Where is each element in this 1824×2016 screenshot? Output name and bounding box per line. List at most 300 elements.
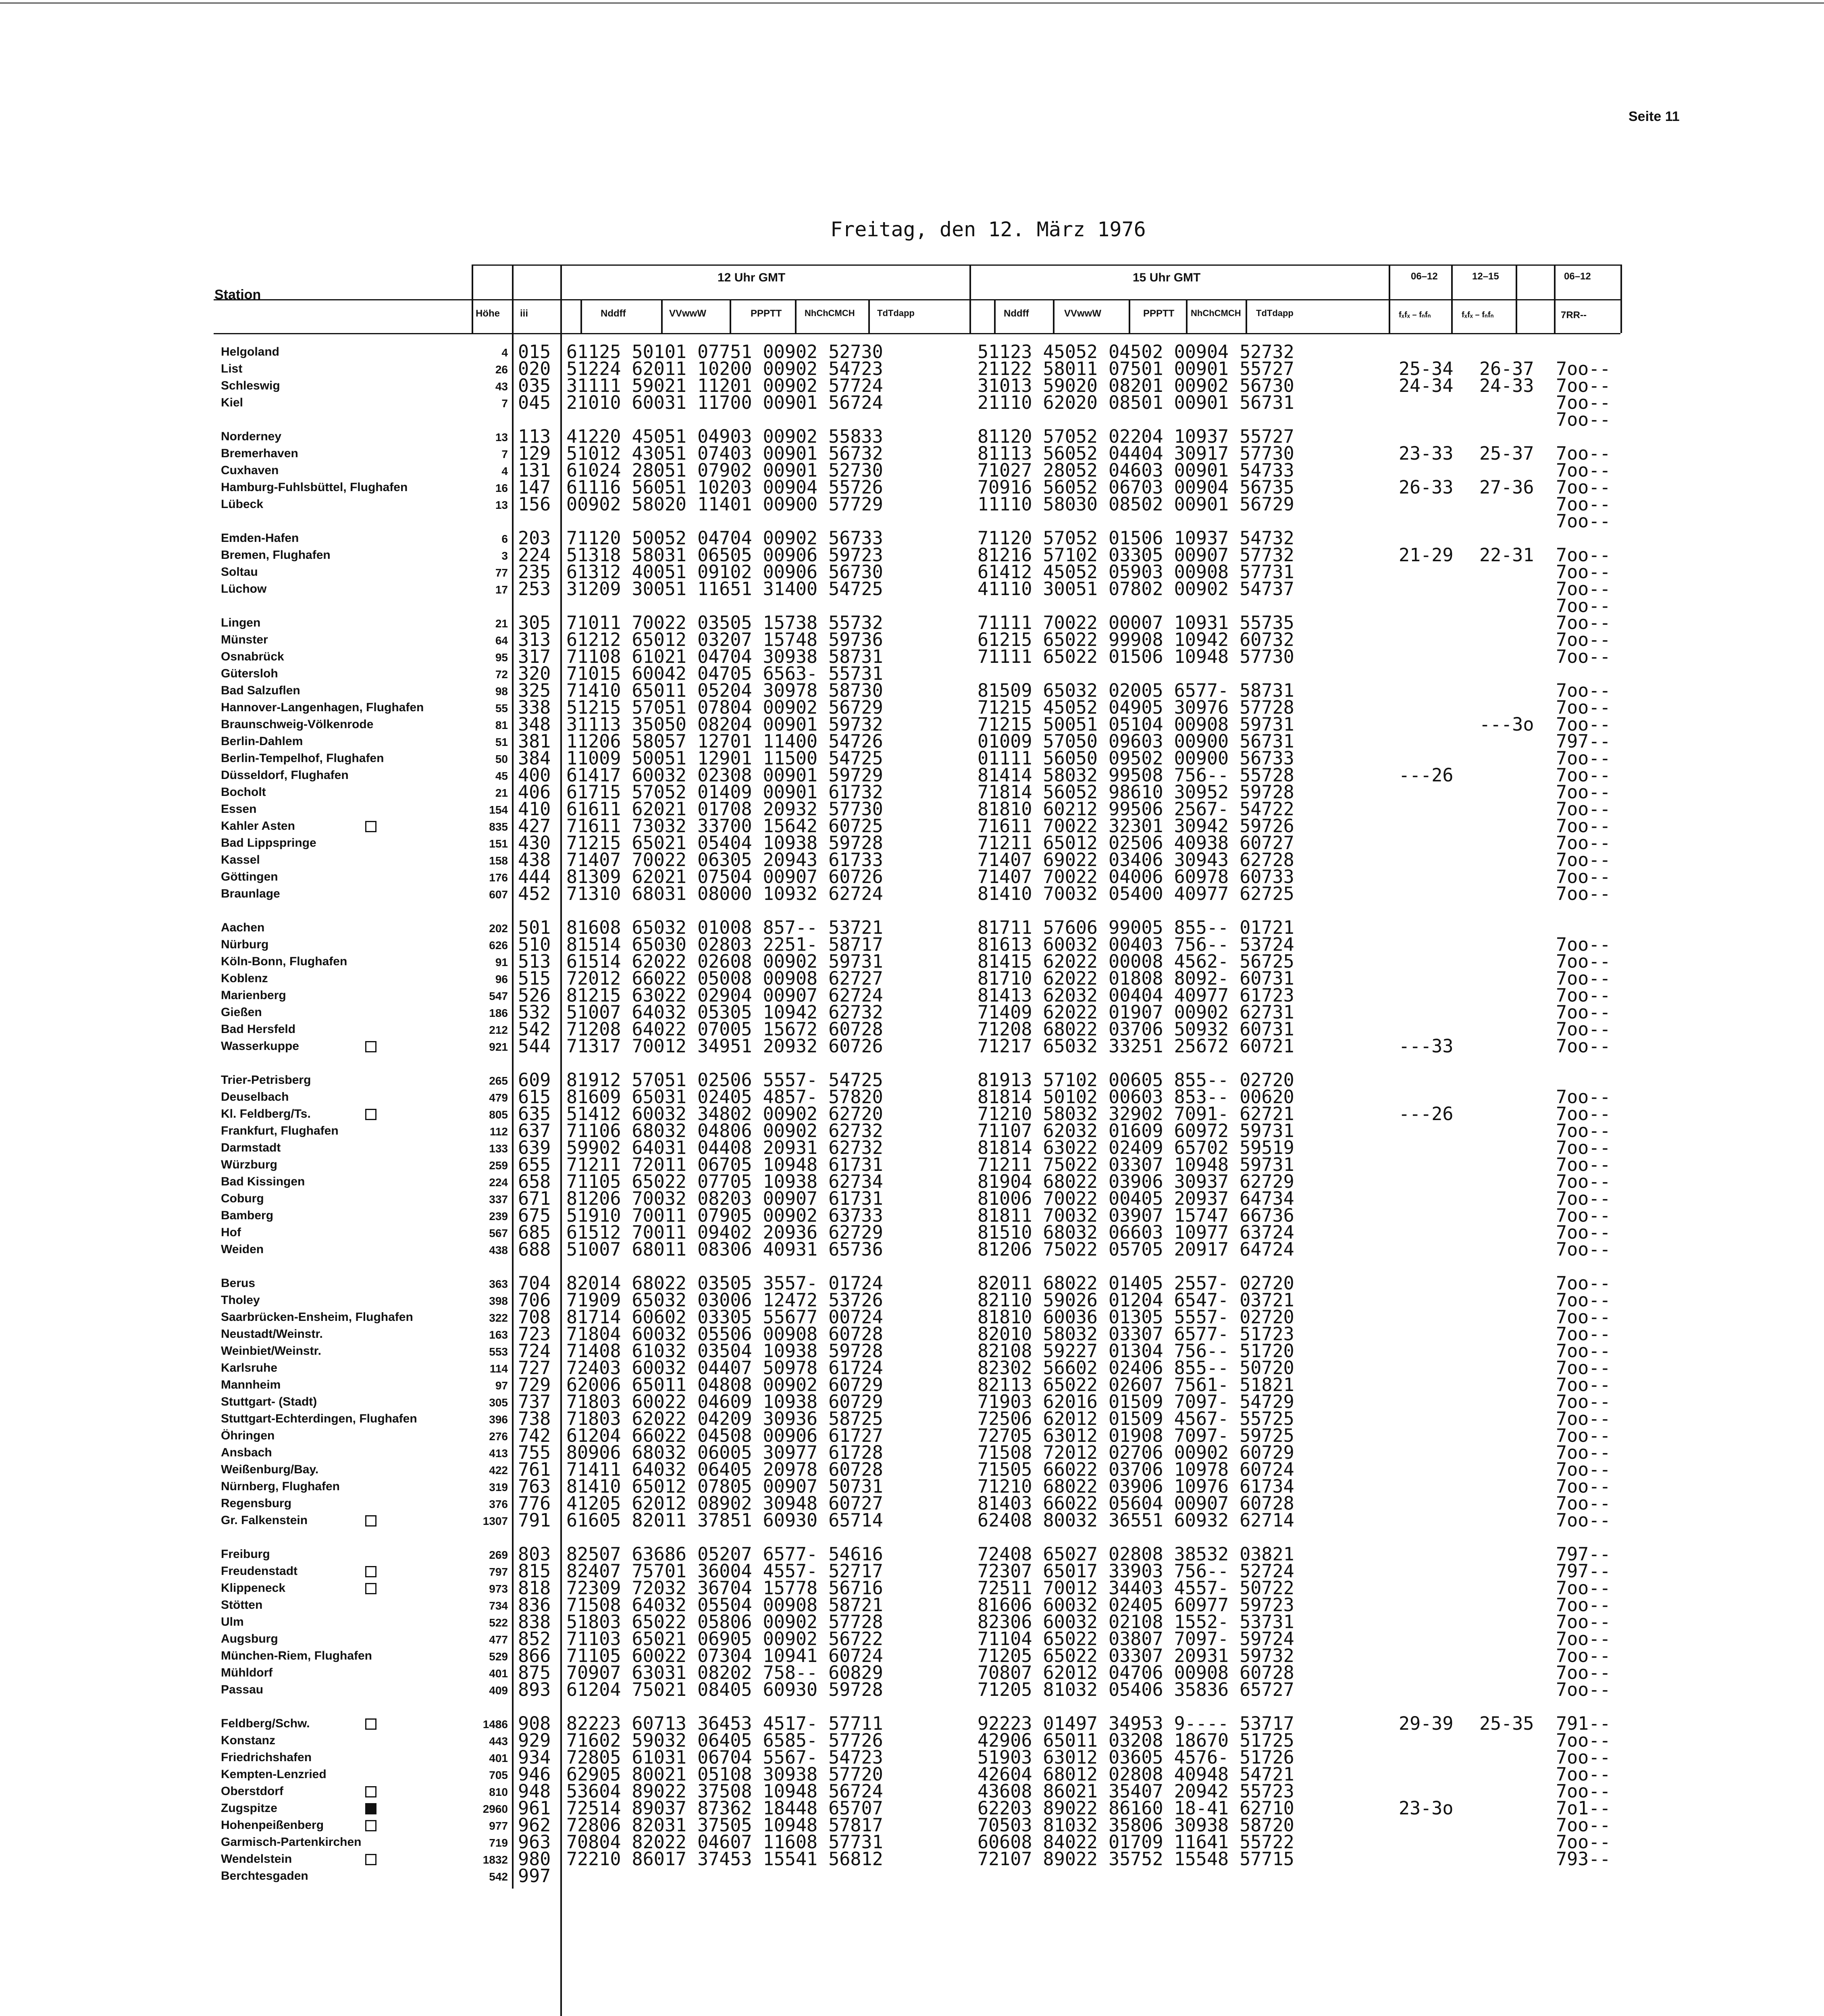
- obs-12-utc: 71208 64022 07005 15672 60728: [566, 1018, 883, 1040]
- table-row: [0, 1444, 1824, 1461]
- obs-12-utc: 71407 70022 06305 20943 61733: [566, 849, 883, 871]
- obs-15-utc: 71211 75022 03307 10948 59731: [978, 1154, 1294, 1175]
- obs-15-utc: 70916 56052 06703 00904 56735: [978, 477, 1294, 498]
- table-row: [0, 1495, 1824, 1512]
- table-row: [0, 1749, 1824, 1766]
- station-height: 401: [489, 1752, 508, 1764]
- obs-15-utc: 71111 65022 01506 10948 57730: [978, 646, 1294, 667]
- precip-06-12: 7oo--: [1556, 1205, 1611, 1226]
- station-id: 320: [518, 663, 551, 684]
- header-hoehe: Höhe: [476, 308, 500, 319]
- station-id: 615: [518, 1086, 551, 1108]
- precip-06-12: 7oo--: [1556, 1357, 1611, 1379]
- station-height: 734: [489, 1599, 508, 1612]
- station-name: Hof: [221, 1226, 241, 1239]
- table-row: [0, 1783, 1824, 1800]
- precip-06-12: 7oo--: [1556, 494, 1611, 515]
- station-id: 129: [518, 443, 551, 464]
- header-12-vvwww: VVwwW: [669, 308, 707, 319]
- empty-square-icon: [365, 1515, 376, 1527]
- station-height: 438: [489, 1244, 508, 1256]
- station-id: 410: [518, 798, 551, 820]
- header-12-nddff: Nddff: [601, 308, 626, 319]
- station-height: 396: [489, 1413, 508, 1426]
- table-rule: [472, 264, 473, 333]
- table-row: [0, 1340, 1824, 1362]
- station-height: 96: [495, 973, 508, 985]
- station-id: 338: [518, 697, 551, 718]
- station-id: 866: [518, 1645, 551, 1666]
- station-name: Köln-Bonn, Flughafen: [221, 955, 347, 968]
- station-id: 729: [518, 1374, 551, 1395]
- precip-06-12: 7oo--: [1556, 680, 1611, 701]
- table-row: [0, 360, 1824, 377]
- station-name: List: [221, 362, 243, 375]
- table-row: [0, 1831, 1824, 1853]
- empty-square-icon: [365, 1566, 376, 1577]
- precip-06-12: 7oo--: [1556, 1577, 1611, 1599]
- station-height: 259: [489, 1159, 508, 1172]
- obs-15-utc: 81410 70032 05400 40977 62725: [978, 883, 1294, 904]
- obs-12-utc: 81912 57051 02506 5557- 54725: [566, 1069, 883, 1091]
- station-name: Gießen: [221, 1006, 262, 1019]
- precip-06-12: 7oo--: [1556, 1323, 1611, 1345]
- obs-15-utc: 81814 63022 02409 65702 59519: [978, 1137, 1294, 1158]
- table-row: [0, 1272, 1824, 1294]
- station-name: Würzburg: [221, 1158, 277, 1171]
- table-row: [0, 682, 1824, 699]
- obs-15-utc: 71407 70022 04006 60978 60733: [978, 866, 1294, 887]
- header-12-ppptt: PPPTT: [751, 308, 782, 319]
- table-row: [0, 1814, 1824, 1836]
- station-id: 045: [518, 392, 551, 413]
- table-row: [0, 1461, 1824, 1478]
- gust-12-15: ---3o: [1479, 714, 1534, 735]
- station-id: 406: [518, 781, 551, 803]
- station-height: 158: [489, 854, 508, 867]
- table-row: [0, 1173, 1824, 1190]
- table-row: [0, 1865, 1824, 1887]
- obs-12-utc: 71011 70022 03505 15738 55732: [566, 612, 883, 633]
- precip-06-12: 7oo--: [1556, 748, 1611, 769]
- obs-12-utc: 71803 62022 04209 30936 58725: [566, 1408, 883, 1429]
- station-id: 737: [518, 1391, 551, 1412]
- station-name: Augsburg: [221, 1632, 278, 1645]
- table-row: [0, 1004, 1824, 1021]
- station-height: 2960: [483, 1803, 508, 1815]
- header-12-uhr-gmt: 12 Uhr GMT: [718, 271, 786, 284]
- obs-15-utc: 62203 89022 86160 18-41 62710: [978, 1797, 1294, 1819]
- obs-15-utc: 71611 70022 32301 30942 59726: [978, 815, 1294, 837]
- table-rule: [1186, 299, 1188, 333]
- table-rule: [472, 264, 1389, 266]
- table-row: [0, 885, 1824, 902]
- obs-12-utc: 61204 66022 04508 00906 61727: [566, 1425, 883, 1446]
- station-height: 133: [489, 1142, 508, 1155]
- obs-12-utc: 61312 40051 09102 00906 56730: [566, 561, 883, 583]
- table-row: [0, 1258, 1824, 1275]
- station-height: 4: [501, 346, 508, 359]
- obs-15-utc: 82010 58032 03307 6577- 51723: [978, 1323, 1294, 1345]
- station-name: Tholey: [221, 1293, 260, 1307]
- gust-06-12: 25-34: [1399, 358, 1454, 379]
- station-id: 962: [518, 1814, 551, 1836]
- header-extra-1-bottom: fₓfₓ – fₙfₙ: [1399, 310, 1431, 319]
- empty-square-icon: [365, 821, 376, 832]
- station-id: 685: [518, 1222, 551, 1243]
- obs-15-utc: 31013 59020 08201 00902 56730: [978, 375, 1294, 396]
- obs-15-utc: 81810 60036 01305 5557- 02720: [978, 1306, 1294, 1328]
- table-row: [0, 1393, 1824, 1410]
- obs-12-utc: 71015 60042 04705 6563- 55731: [566, 663, 883, 684]
- station-name: Osnabrück: [221, 650, 284, 663]
- station-height: 21: [495, 617, 508, 630]
- gust-06-12: ---26: [1399, 1103, 1454, 1125]
- station-id: 532: [518, 1002, 551, 1023]
- station-height: 805: [489, 1108, 508, 1121]
- station-name: Norderney: [221, 430, 282, 443]
- station-height: 13: [495, 499, 508, 511]
- precip-06-12: 7oo--: [1556, 1171, 1611, 1192]
- station-name: Konstanz: [221, 1734, 275, 1747]
- station-name: Oberstdorf: [221, 1785, 284, 1798]
- obs-12-utc: 81410 65012 07805 00907 50731: [566, 1476, 883, 1497]
- station-height: 921: [489, 1041, 508, 1053]
- obs-12-utc: 61204 75021 08405 60930 59728: [566, 1679, 883, 1700]
- precip-06-12: 7oo--: [1556, 1628, 1611, 1649]
- obs-15-utc: 81006 70022 00405 20937 64734: [978, 1188, 1294, 1209]
- precip-06-12: 7oo--: [1556, 1154, 1611, 1175]
- station-id: 761: [518, 1459, 551, 1480]
- station-id: 348: [518, 714, 551, 735]
- precip-06-12: 7oo--: [1556, 815, 1611, 837]
- obs-15-utc: 71508 72012 02706 00902 60729: [978, 1442, 1294, 1463]
- precip-06-12: 7oo--: [1556, 1831, 1611, 1853]
- station-name: Kempten-Lenzried: [221, 1768, 327, 1781]
- station-name: Cuxhaven: [221, 464, 279, 477]
- obs-12-utc: 81514 65030 02803 2251- 58717: [566, 934, 883, 955]
- station-height: 6: [501, 533, 508, 545]
- obs-12-utc: 81309 62021 07504 00907 60726: [566, 866, 883, 887]
- obs-15-utc: 82302 56602 02406 855-- 50720: [978, 1357, 1294, 1379]
- table-row: [0, 1035, 1824, 1057]
- station-id: 946: [518, 1764, 551, 1785]
- precip-06-12: 7oo--: [1556, 392, 1611, 413]
- table-row: [0, 1766, 1824, 1783]
- precip-06-12: 7oo--: [1556, 1137, 1611, 1158]
- obs-12-utc: 82407 75701 36004 4557- 52717: [566, 1560, 883, 1582]
- table-row: [0, 699, 1824, 716]
- station-name: Berchtesgaden: [221, 1869, 308, 1883]
- station-height: 55: [495, 702, 508, 714]
- station-id: 156: [518, 494, 551, 515]
- station-name: Friedrichshafen: [221, 1751, 312, 1764]
- station-id: 253: [518, 578, 551, 600]
- scan-top-edge: [0, 2, 1824, 4]
- station-height: 363: [489, 1278, 508, 1290]
- precip-06-12: 7oo--: [1556, 1493, 1611, 1514]
- precip-06-12: 7oo--: [1556, 612, 1611, 633]
- station-height: 3: [501, 550, 508, 562]
- station-name: Wasserkuppe: [221, 1039, 299, 1053]
- precip-06-12: 7oo--: [1556, 443, 1611, 464]
- station-id: 444: [518, 866, 551, 887]
- header-extra-1-top: 06–12: [1411, 271, 1438, 282]
- station-height: 26: [495, 363, 508, 376]
- header-12-dewpoint: TdTdapp: [877, 308, 915, 318]
- table-rule: [214, 299, 1389, 300]
- empty-square-icon: [365, 1854, 376, 1865]
- gust-06-12: 23-3o: [1399, 1797, 1454, 1819]
- table-rule: [1451, 264, 1453, 333]
- table-row: [0, 1594, 1824, 1616]
- gust-12-15: 26-37: [1479, 358, 1534, 379]
- station-id: 131: [518, 460, 551, 481]
- station-id: 723: [518, 1323, 551, 1345]
- table-row: [0, 1241, 1824, 1258]
- table-rule: [730, 299, 731, 333]
- obs-12-utc: 51007 68011 08306 40931 65736: [566, 1239, 883, 1260]
- header-15-ppptt: PPPTT: [1143, 308, 1175, 319]
- station-id: 147: [518, 477, 551, 498]
- table-row: [0, 1139, 1824, 1156]
- table-row: [0, 665, 1824, 682]
- station-id: 658: [518, 1171, 551, 1192]
- table-row: [0, 902, 1824, 919]
- table-row: [0, 341, 1824, 362]
- obs-12-utc: 70907 63031 08202 758-- 60829: [566, 1662, 883, 1683]
- obs-12-utc: 72012 66022 05008 00908 62727: [566, 968, 883, 989]
- gust-12-15: 24-33: [1479, 375, 1534, 396]
- station-id: 893: [518, 1679, 551, 1700]
- obs-12-utc: 51007 64032 05305 10942 62732: [566, 1002, 883, 1023]
- station-height: 7: [501, 397, 508, 410]
- obs-15-utc: 70503 81032 35806 30938 58720: [978, 1814, 1294, 1836]
- obs-12-utc: 51803 65022 05806 00902 57728: [566, 1611, 883, 1633]
- station-height: 401: [489, 1667, 508, 1680]
- precip-06-12: 7oo--: [1556, 375, 1611, 396]
- station-name: Passau: [221, 1683, 264, 1696]
- station-id: 671: [518, 1188, 551, 1209]
- station-name: Kiel: [221, 396, 243, 409]
- station-name: Coburg: [221, 1192, 264, 1205]
- station-name: Garmisch-Partenkirchen: [221, 1835, 362, 1849]
- gust-12-15: 25-37: [1479, 443, 1534, 464]
- table-row: [0, 595, 1824, 616]
- station-id: 526: [518, 985, 551, 1006]
- table-rule: [868, 299, 870, 333]
- precip-06-12: 7oo--: [1556, 1781, 1611, 1802]
- obs-12-utc: 71106 68032 04806 00902 62732: [566, 1120, 883, 1141]
- station-id: 963: [518, 1831, 551, 1853]
- obs-15-utc: 41110 30051 07802 00902 54737: [978, 578, 1294, 600]
- obs-15-utc: 71205 65022 03307 20931 59732: [978, 1645, 1294, 1666]
- station-name: Klippeneck: [221, 1581, 286, 1595]
- header-15-clouds: NhChCMCH: [1191, 308, 1241, 318]
- obs-12-utc: 71408 61032 03504 10938 59728: [566, 1340, 883, 1362]
- station-id: 688: [518, 1239, 551, 1260]
- obs-15-utc: 72511 70012 34403 4557- 50722: [978, 1577, 1294, 1599]
- precip-06-12: 797--: [1556, 731, 1611, 752]
- obs-15-utc: 71120 57052 01506 10937 54732: [978, 527, 1294, 549]
- obs-15-utc: 71027 28052 04603 00901 54733: [978, 460, 1294, 481]
- precip-06-12: 7oo--: [1556, 951, 1611, 972]
- obs-12-utc: 72309 72032 36704 15778 56716: [566, 1577, 883, 1599]
- station-id: 544: [518, 1035, 551, 1057]
- table-rule: [661, 299, 663, 333]
- precip-06-12: 7oo--: [1556, 764, 1611, 786]
- station-id: 836: [518, 1594, 551, 1616]
- station-height: 151: [489, 837, 508, 850]
- obs-15-utc: 21122 58011 07501 00901 55727: [978, 358, 1294, 379]
- obs-12-utc: 61417 60032 02308 00901 59729: [566, 764, 883, 786]
- table-row: [0, 445, 1824, 462]
- table-row: [0, 733, 1824, 750]
- station-name: Gr. Falkenstein: [221, 1514, 308, 1527]
- obs-15-utc: 81913 57102 00605 855-- 02720: [978, 1069, 1294, 1091]
- obs-12-utc: 61512 70011 09402 20936 62729: [566, 1222, 883, 1243]
- station-height: 112: [489, 1125, 508, 1138]
- station-height: 1307: [483, 1515, 508, 1527]
- table-row: [0, 1848, 1824, 1870]
- table-rule: [214, 333, 1620, 334]
- station-name: Bad Salzuflen: [221, 684, 300, 697]
- precip-06-12: 7oo--: [1556, 1459, 1611, 1480]
- obs-12-utc: 62905 80021 05108 30938 57720: [566, 1764, 883, 1785]
- obs-15-utc: 21110 62020 08501 00901 56731: [978, 392, 1294, 413]
- obs-12-utc: 31111 59021 11201 00902 57724: [566, 375, 883, 396]
- station-height: 422: [489, 1464, 508, 1477]
- table-row: [0, 970, 1824, 987]
- station-id: 501: [518, 917, 551, 938]
- obs-15-utc: 92223 01497 34953 9---- 53717: [978, 1713, 1294, 1734]
- station-height: 553: [489, 1345, 508, 1358]
- table-row: [0, 1207, 1824, 1224]
- station-id: 452: [518, 883, 551, 904]
- table-row: [0, 1018, 1824, 1040]
- table-rule: [1053, 299, 1054, 333]
- precip-06-12: 7oo--: [1556, 1814, 1611, 1836]
- precip-06-12: 7oo--: [1556, 544, 1611, 566]
- station-name: Weinbiet/Weinstr.: [221, 1344, 321, 1358]
- gust-12-15: 27-36: [1479, 477, 1534, 498]
- station-height: 319: [489, 1481, 508, 1493]
- obs-12-utc: 61125 50101 07751 00902 52730: [566, 341, 883, 362]
- table-row: [0, 1224, 1824, 1241]
- table-row: [0, 428, 1824, 445]
- obs-15-utc: 81509 65032 02005 6577- 58731: [978, 680, 1294, 701]
- precip-06-12: 7oo--: [1556, 629, 1611, 650]
- obs-12-utc: 71105 65022 07705 10938 62734: [566, 1171, 883, 1192]
- table-rule: [1246, 299, 1247, 333]
- station-name: Berlin-Tempelhof, Flughafen: [221, 752, 384, 765]
- station-height: 376: [489, 1498, 508, 1510]
- station-height: 176: [489, 871, 508, 884]
- table-row: [0, 394, 1824, 411]
- obs-15-utc: 81413 62032 00404 40977 61723: [978, 985, 1294, 1006]
- obs-15-utc: 81403 66022 05604 00907 60728: [978, 1493, 1294, 1514]
- station-height: 202: [489, 922, 508, 935]
- precip-06-12: 7oo--: [1556, 1764, 1611, 1785]
- station-height: 443: [489, 1735, 508, 1747]
- header-15-uhr-gmt: 15 Uhr GMT: [1133, 271, 1201, 284]
- obs-12-utc: 72403 60032 04407 50978 61724: [566, 1357, 883, 1379]
- station-height: 212: [489, 1024, 508, 1036]
- station-height: 17: [495, 583, 508, 596]
- obs-12-utc: 71411 64032 06405 20978 60728: [566, 1459, 883, 1480]
- station-id: 727: [518, 1357, 551, 1379]
- obs-15-utc: 81710 62022 01808 8092- 60731: [978, 968, 1294, 989]
- station-height: 97: [495, 1379, 508, 1392]
- station-name: Stuttgart-Echterdingen, Flughafen: [221, 1412, 417, 1425]
- precip-06-12: 7oo--: [1556, 1476, 1611, 1497]
- station-id: 542: [518, 1018, 551, 1040]
- station-name: Berlin-Dahlem: [221, 735, 303, 748]
- obs-15-utc: 70807 62012 04706 00908 60728: [978, 1662, 1294, 1683]
- station-height: 186: [489, 1007, 508, 1019]
- obs-12-utc: 31209 30051 11651 31400 54725: [566, 578, 883, 600]
- station-height: 477: [489, 1633, 508, 1646]
- station-height: 705: [489, 1769, 508, 1781]
- table-row: [0, 1577, 1824, 1599]
- station-height: 98: [495, 685, 508, 698]
- gust-06-12: 26-33: [1399, 477, 1454, 498]
- obs-12-utc: 51224 62011 10200 00902 54723: [566, 358, 883, 379]
- table-row: [0, 987, 1824, 1004]
- precip-06-12: 7oo--: [1556, 1730, 1611, 1751]
- precip-06-12: 7oo--: [1556, 697, 1611, 718]
- obs-12-utc: 31113 35050 08204 00901 59732: [566, 714, 883, 735]
- station-height: 529: [489, 1650, 508, 1663]
- filled-square-icon: [365, 1803, 376, 1814]
- header-extra-2-top: 12–15: [1472, 271, 1499, 282]
- station-name: Berus: [221, 1277, 256, 1290]
- obs-15-utc: 71409 62022 01907 00902 62731: [978, 1002, 1294, 1023]
- station-height: 305: [489, 1396, 508, 1409]
- station-height: 797: [489, 1566, 508, 1578]
- gust-06-12: 24-34: [1399, 375, 1454, 396]
- precip-06-12: 797--: [1556, 1543, 1611, 1565]
- station-name: Mannheim: [221, 1378, 281, 1391]
- table-row: [0, 411, 1824, 428]
- station-name: Hamburg-Fuhlsbüttel, Flughafen: [221, 481, 408, 494]
- obs-12-utc: 41205 62012 08902 30948 60727: [566, 1493, 883, 1514]
- table-row: [0, 1628, 1824, 1649]
- obs-15-utc: 71211 65012 02506 40938 60727: [978, 832, 1294, 854]
- station-height: 21: [495, 787, 508, 799]
- obs-12-utc: 71215 65021 05404 10938 59728: [566, 832, 883, 854]
- precip-06-12: 7oo--: [1556, 781, 1611, 803]
- station-name: Lingen: [221, 616, 261, 629]
- precip-06-12: 7oo--: [1556, 561, 1611, 583]
- table-row: [0, 1103, 1824, 1125]
- station-id: 637: [518, 1120, 551, 1141]
- station-name: Trier-Petrisberg: [221, 1073, 311, 1087]
- station-name: Lübeck: [221, 498, 264, 511]
- obs-15-utc: 51903 63012 03605 4576- 51726: [978, 1747, 1294, 1768]
- station-id: 639: [518, 1137, 551, 1158]
- station-height: 95: [495, 651, 508, 664]
- table-row: [0, 764, 1824, 786]
- table-row: [0, 1647, 1824, 1664]
- station-id: 609: [518, 1069, 551, 1091]
- station-height: 13: [495, 431, 508, 444]
- precip-06-12: 7oo--: [1556, 1425, 1611, 1446]
- station-id: 704: [518, 1272, 551, 1294]
- table-row: [0, 832, 1824, 854]
- precip-06-12: 7oo--: [1556, 595, 1611, 616]
- obs-12-utc: 61611 62021 01708 20932 57730: [566, 798, 883, 820]
